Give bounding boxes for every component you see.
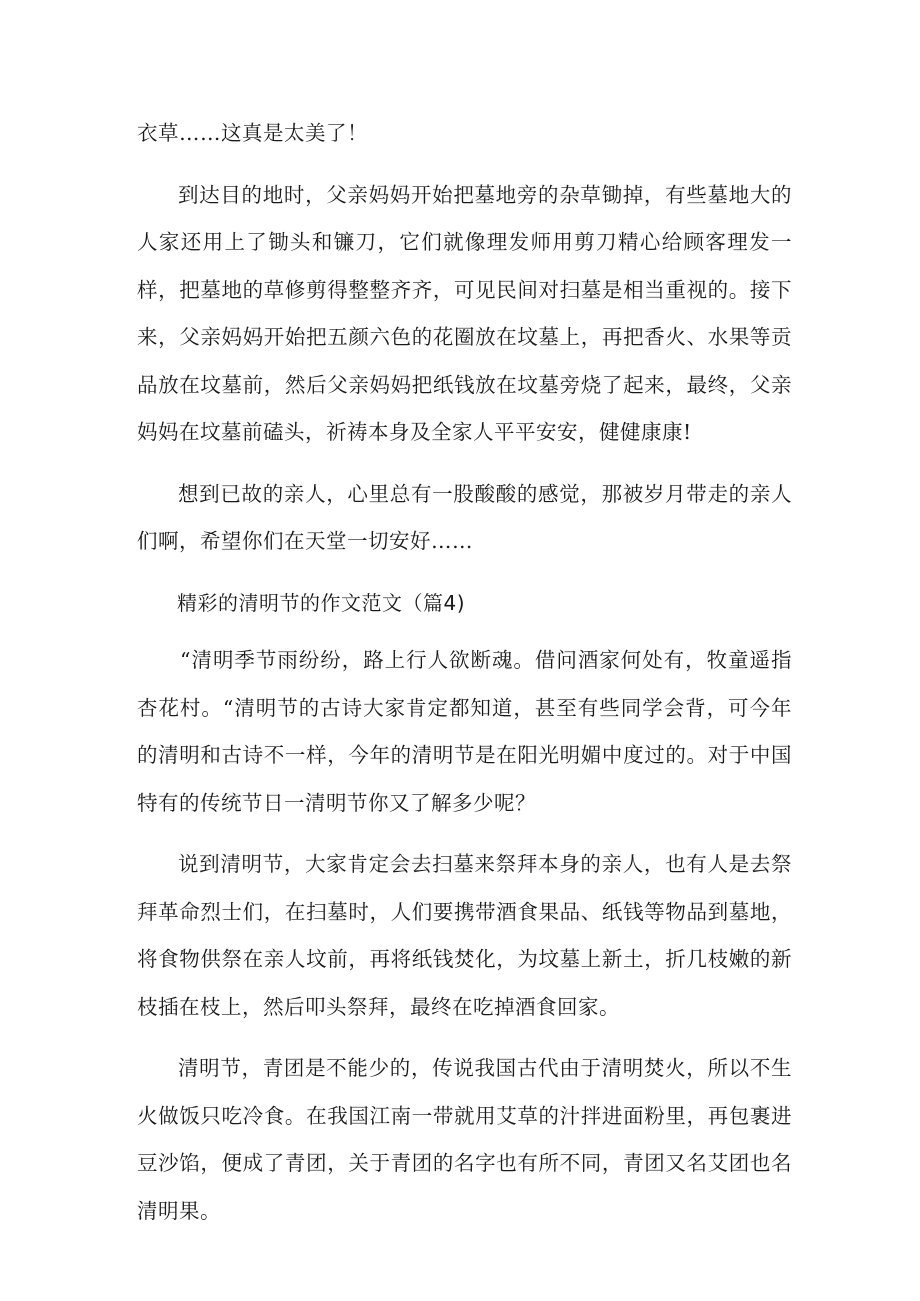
paragraph-poem-intro: “清明季节雨纷纷，路上行人欲断魂。借问酒家何处有，牧童遥指杏花村。“清明节的古诗大家肯定都知道，甚至有些同学会背，可今年的清明和古诗不一样，今年的清明节是在阳光明媚中度过的。对于中国特有的传统节日一清明节你又了解多少呢？	[137, 648, 792, 815]
paragraph-customs: 说到清明节，大家肯定会去扫墓来祭拜本身的亲人，也有人是去祭拜革命烈士们，在扫墓时，人们要携带酒食果品、纸钱等物品到墓地，将食物供祭在亲人坟前，再将纸钱焚化，为坟墓上新土，折几枝嫩的新枝插在枝上，然后叩头祭拜，最终在吃掉酒食回家。	[137, 852, 792, 1019]
paragraph-tomb-sweeping: 到达目的地时，父亲妈妈开始把墓地旁的杂草锄掉，有些墓地大的人家还用上了锄头和镰刀，它们就像理发师用剪刀精心给顾客理发一样，把墓地的草修剪得整整齐齐，可见民间对扫墓是相当重视的。接下来，父亲妈妈开始把五颜六色的花圈放在坟墓上，再把香火、水果等贡品放在坟墓前，然后父亲妈妈把纸钱放在坟墓旁烧了起来，最终，父亲妈妈在坟墓前磕头，祈祷本身及全家人平平安安，健健康康!	[137, 182, 792, 444]
document-body	[137, 110, 792, 1249]
section-title: 精彩的清明节的作文范文（篇4)	[177, 590, 466, 615]
paragraph-continuation: 衣草……这真是太美了！	[137, 121, 368, 145]
paragraph-qingtuan: 清明节，青团是不能少的，传说我国古代由于清明焚火，所以不生火做饭只吃冷食。在我国江南一带就用艾草的汁拌进面粉里，再包裹进豆沙馅，便成了青团，关于青团的名字也有所不同，青团又名艾团也名清明果。	[137, 1056, 792, 1223]
paragraph-remembrance: 想到已故的亲人，心里总有一股酸酸的感觉，那被岁月带走的亲人们啊，希望你们在天堂一切安好……	[137, 481, 792, 553]
